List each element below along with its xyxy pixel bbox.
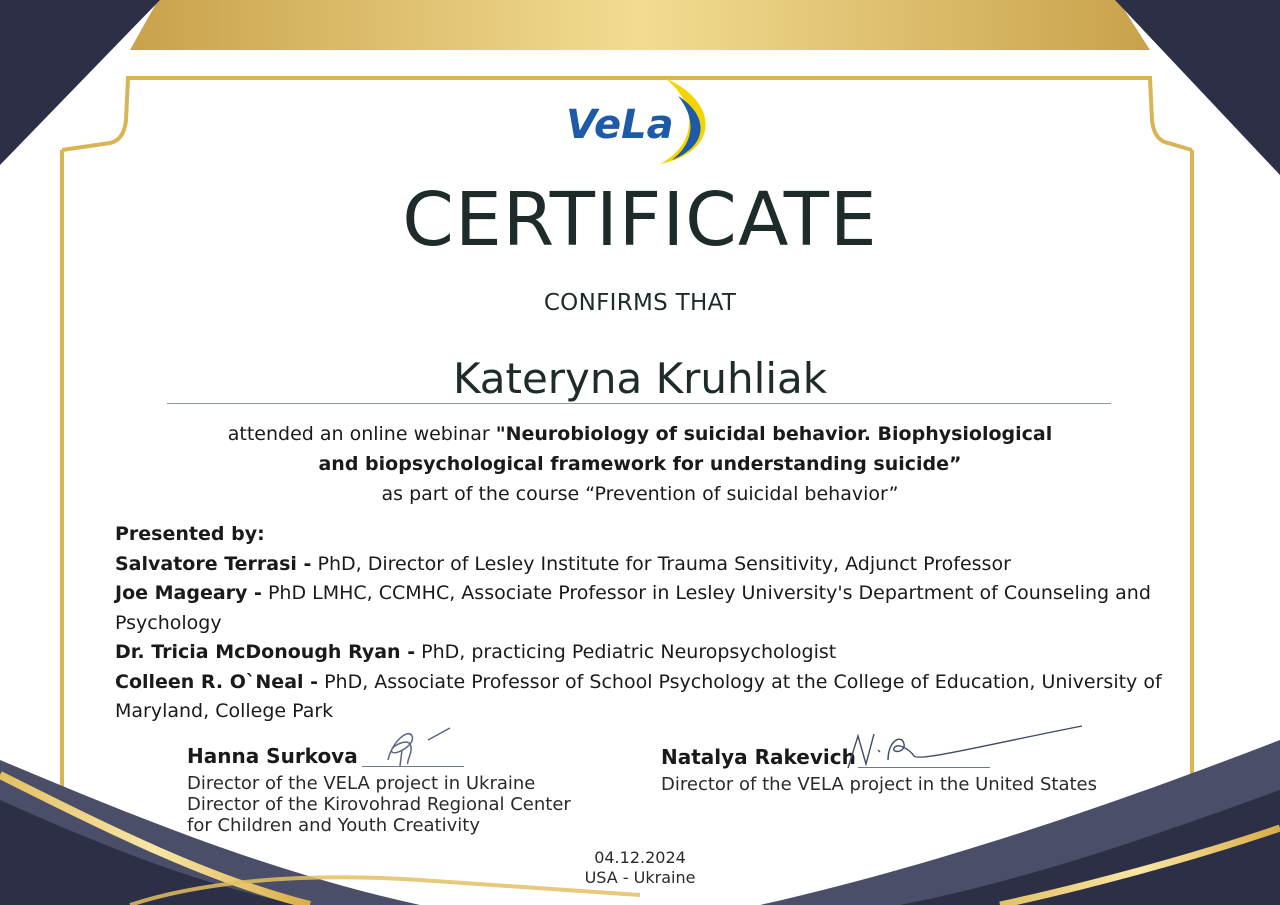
vela-logo bbox=[560, 72, 720, 168]
right-signatory-role-1: Director of the VELA project in the United States bbox=[661, 774, 1097, 795]
presenter-name: Colleen R. O`Neal - bbox=[115, 670, 319, 693]
top-gold-band bbox=[130, 0, 1150, 50]
left-signature bbox=[378, 722, 468, 770]
top-left-corner bbox=[0, 0, 160, 165]
right-signature bbox=[840, 720, 1090, 774]
course-name: as part of the course “Prevention of suicidal behavior” bbox=[381, 483, 899, 505]
presenter-name: Dr. Tricia McDonough Ryan - bbox=[115, 641, 416, 663]
left-signatory-role-1: Director of the VELA project in Ukraine bbox=[187, 773, 536, 794]
presenter-item bbox=[115, 550, 1175, 580]
description-line-1 bbox=[0, 420, 1280, 448]
certificate-title: CERTIFICATE bbox=[402, 177, 878, 263]
certificate-subtitle: CONFIRMS THAT bbox=[543, 290, 737, 316]
presenter-details: PhD, practicing Pediatric Neuropsychologist bbox=[415, 641, 837, 663]
top-right-corner bbox=[1115, 0, 1280, 175]
right-signatory-name: Natalya Rakevich bbox=[661, 745, 856, 769]
description-line-2 bbox=[0, 450, 1280, 478]
description-line-3 bbox=[0, 480, 1280, 508]
left-signatory-name: Hanna Surkova bbox=[187, 744, 358, 768]
certificate-place: USA - Ukraine bbox=[584, 868, 696, 887]
presenters-heading: Presented by: bbox=[115, 523, 265, 545]
webinar-title-part-2: and biopsychological framework for understanding suicide” bbox=[318, 453, 962, 475]
presenters-section bbox=[115, 520, 1175, 727]
presenter-details: PhD, Director of Lesley Institute for Trauma Sensitivity, Adjunct Professor bbox=[311, 552, 1011, 575]
presenter-name: Salvatore Terrasi - bbox=[115, 552, 312, 575]
recipient-name: Kateryna Kruhliak bbox=[452, 354, 828, 403]
presenter-details: PhD, Associate Professor of School Psychology at the College of Education, University of Maryland, College Park bbox=[115, 670, 1162, 722]
description-attended: attended an online webinar bbox=[227, 423, 496, 445]
presenter-name: Joe Mageary - bbox=[115, 582, 262, 604]
presenter-item bbox=[115, 579, 1175, 638]
left-signatory-role-2: Director of the Kirovohrad Regional Center bbox=[187, 794, 571, 815]
certificate-date: 04.12.2024 bbox=[594, 848, 686, 867]
logo-wordmark: VeLa bbox=[566, 102, 674, 148]
presenter-item bbox=[115, 638, 1175, 668]
webinar-title-part-1: "Neurobiology of suicidal behavior. Biophysiological bbox=[495, 423, 1053, 445]
recipient-underline bbox=[167, 403, 1111, 404]
left-signatory-role-3: for Children and Youth Creativity bbox=[187, 815, 480, 836]
presenter-item bbox=[115, 668, 1175, 727]
presenter-details: PhD LMHC, CCMHC, Associate Professor in Lesley University's Department of Counseling and Psychology bbox=[115, 582, 1151, 634]
